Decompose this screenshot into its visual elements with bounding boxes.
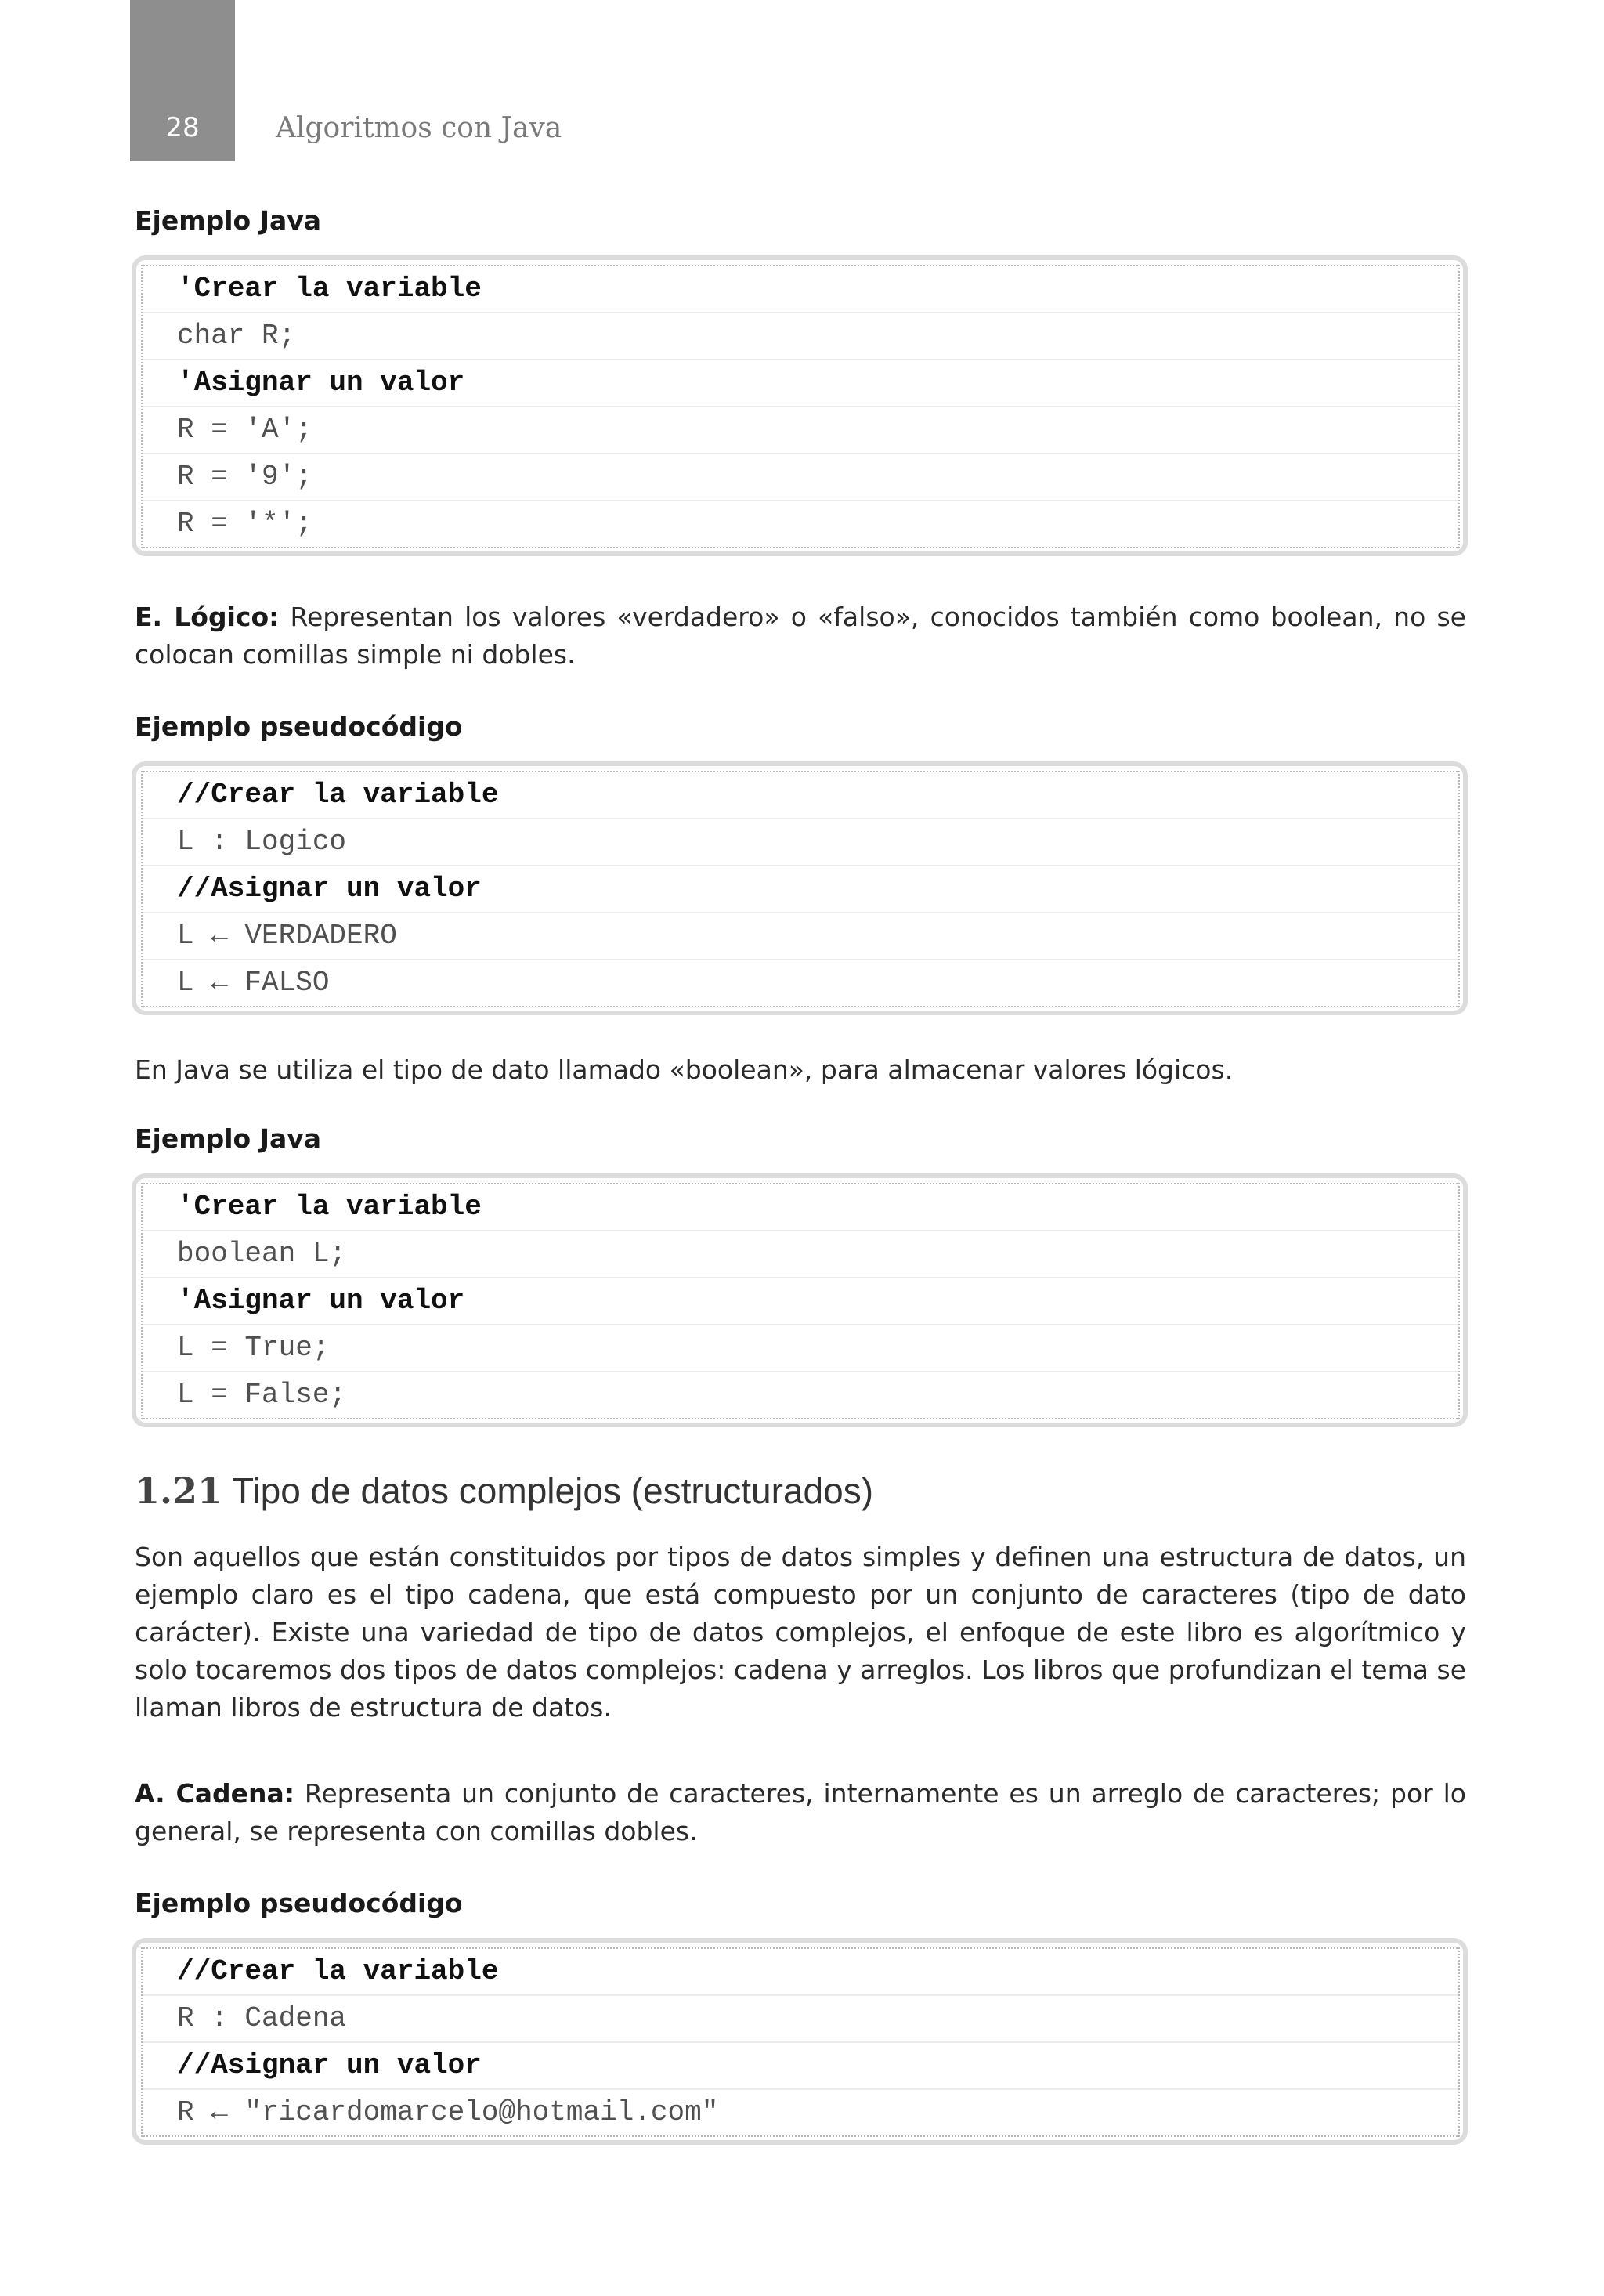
code-line: L = True; xyxy=(143,1325,1458,1372)
code-comment: 'Asignar un valor xyxy=(143,360,1458,407)
code-comment: //Asignar un valor xyxy=(143,2043,1458,2090)
code-line: boolean L; xyxy=(143,1231,1458,1278)
page-number: 28 xyxy=(165,112,200,143)
code-line: R : Cadena xyxy=(143,1996,1458,2043)
code-comment: //Crear la variable xyxy=(143,1949,1458,1996)
section-heading xyxy=(135,1470,873,1512)
code-box xyxy=(132,255,1468,556)
example-label: Ejemplo pseudocódigo xyxy=(135,1888,463,1918)
code-comment: //Asignar un valor xyxy=(143,866,1458,913)
paragraph-logico xyxy=(135,598,1466,674)
logico-description: Representan los valores «verdadero» o «falso», conocidos también como boolean, no se colocan comillas simple ni dobles. xyxy=(135,602,1466,670)
example-label: Ejemplo Java xyxy=(135,205,322,236)
example-label: Ejemplo Java xyxy=(135,1123,322,1154)
code-line: R = '*'; xyxy=(177,508,312,540)
code-line: char R; xyxy=(143,313,1458,360)
code-box xyxy=(132,1173,1468,1427)
section-title: Tipo de datos complejos (estructurados) xyxy=(222,1470,874,1511)
example-label: Ejemplo pseudocódigo xyxy=(135,711,463,742)
paragraph-java-boolean: En Java se utiliza el tipo de dato llamado «boolean», para almacenar valores lógicos. xyxy=(135,1054,1234,1085)
section-number: 1.21 xyxy=(135,1470,223,1512)
code-comment: 'Crear la variable xyxy=(143,1184,1458,1231)
code-line: R ← "ricardomarcelo@hotmail.com" xyxy=(177,2096,719,2128)
code-comment: 'Asignar un valor xyxy=(143,1278,1458,1325)
cadena-description: Representa un conjunto de caracteres, internamente es un arreglo de caracteres; por lo general, se representa con comillas dobles. xyxy=(135,1778,1466,1846)
code-line: R = '9'; xyxy=(143,454,1458,501)
code-box xyxy=(132,761,1468,1015)
code-line: L ← FALSO xyxy=(177,967,330,999)
code-box xyxy=(132,1938,1468,2145)
code-line: L ← VERDADERO xyxy=(143,913,1458,960)
book-title: Algoritmos con Java xyxy=(276,112,562,144)
code-line: L : Logico xyxy=(143,819,1458,866)
paragraph-complejos: Son aquellos que están constituidos por tipos de datos simples y definen una estructura de datos, un ejemplo claro es el tipo cadena, que está compuesto por un conjunto de caracteres (tipo de dato carácter). Existe una variedad de tipo de datos complejos, el enfoque de este libro es algorítmico y solo tocaremos dos tipos de datos complejos: cadena y arreglos. Los libros que profundizan el tema se llaman libros de estructura de datos. xyxy=(135,1542,1466,1723)
paragraph-cadena xyxy=(135,1775,1466,1850)
code-line: R = 'A'; xyxy=(143,407,1458,454)
code-comment: //Crear la variable xyxy=(143,772,1458,819)
code-comment: 'Crear la variable xyxy=(143,266,1458,313)
code-line: L = False; xyxy=(177,1379,347,1411)
term-logico: E. Lógico: xyxy=(135,602,280,632)
term-cadena: A. Cadena: xyxy=(135,1778,295,1809)
